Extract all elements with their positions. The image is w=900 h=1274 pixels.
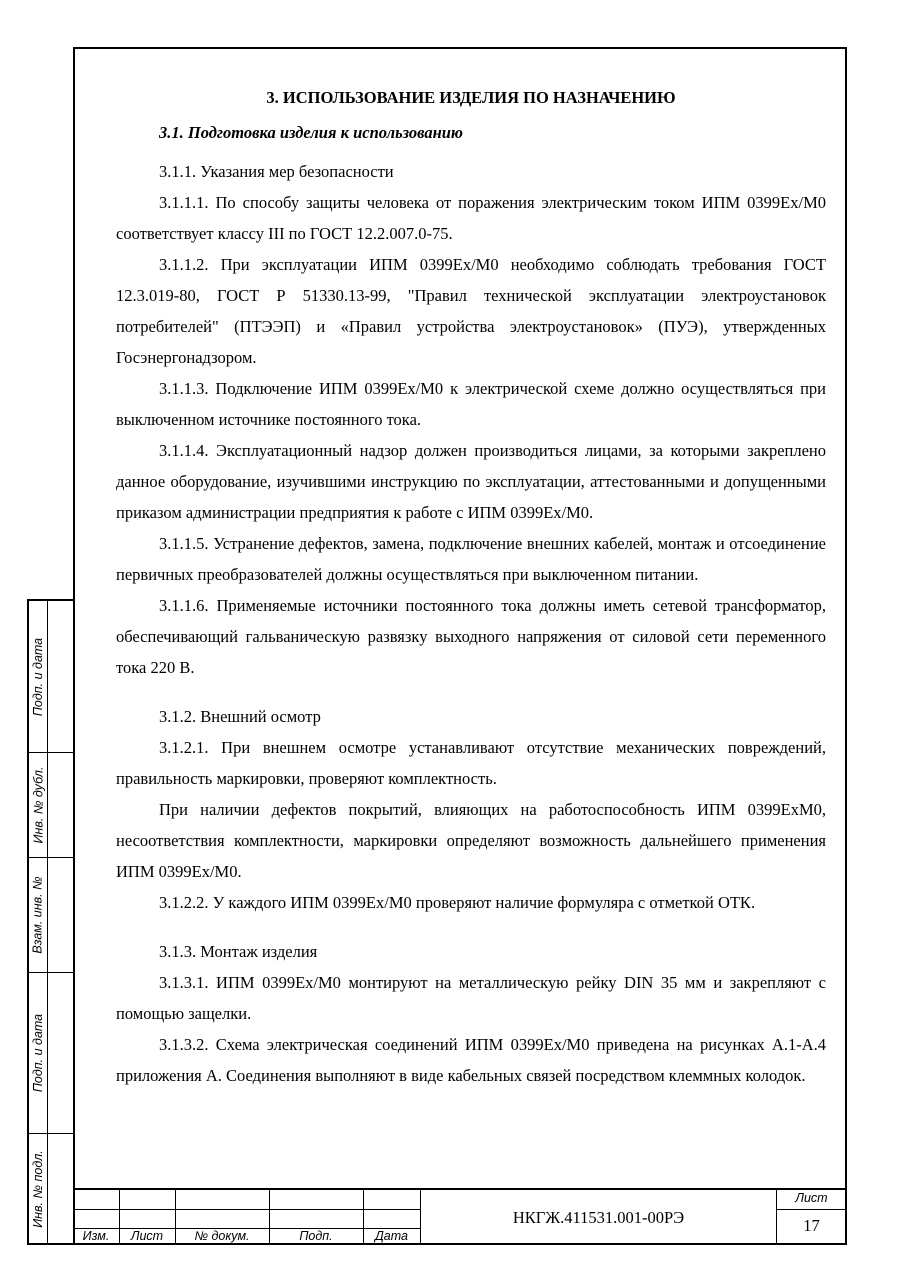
side-stamp bbox=[27, 599, 73, 1245]
header-signature: Подп. bbox=[299, 1229, 333, 1243]
subsection-heading: 3.1. Подготовка изделия к использованию bbox=[159, 123, 463, 142]
subsection-heading: 3.1.3. Монтаж изделия bbox=[159, 942, 318, 961]
side-label-sign-date-2: Подп. и дата bbox=[31, 1013, 46, 1092]
paragraph: 3.1.1.6. Применяемые источники постоянного тока должны иметь сетевой трансформатор, обеспечивающий гальваническую развязку выходного напряжения от силовой сети переменного тока 220 В. bbox=[116, 596, 826, 677]
header-date: Дата bbox=[375, 1229, 408, 1243]
side-label-replace-inv: Взам. инв. № bbox=[31, 875, 46, 954]
paragraph: 3.1.1.3. Подключение ИПМ 0399Ex/M0 к электрической схеме должно осуществляться при выключенном источнике постоянного тока. bbox=[116, 379, 826, 429]
paragraph: 3.1.3.2. Схема электрическая соединений ИПМ 0399Ex/M0 приведена на рисунках А.1-А.4 приложения А. Соединения выполняют в виде кабельных связей посредством клеммных колодок. bbox=[116, 1035, 826, 1085]
paragraph: При наличии дефектов покрытий, влияющих на работоспособность ИПМ 0399ExM0, несоответствия комплектности, маркировки определяют возможность дальнейшего применения ИПМ 0399Ex/M0. bbox=[116, 800, 826, 881]
section-title: 3. ИСПОЛЬЗОВАНИЕ ИЗДЕЛИЯ ПО НАЗНАЧЕНИЮ bbox=[266, 88, 676, 107]
paragraph: 3.1.1.4. Эксплуатационный надзор должен производиться лицами, за которыми закреплено данное оборудование, изучившими инструкцию по эксплуатации, аттестованными и допущенными приказом администрации предприятия к работе с ИПМ 0399Ex/M0. bbox=[116, 441, 826, 522]
header-change: Изм. bbox=[82, 1229, 110, 1243]
subsection-heading: 3.1.2. Внешний осмотр bbox=[159, 707, 321, 726]
paragraph: 3.1.2.1. При внешнем осмотре устанавливают отсутствие механических повреждений, правильность маркировки, проверяют комплектность. bbox=[116, 738, 826, 788]
sheet-label: Лист bbox=[795, 1191, 828, 1205]
side-label-orig-inv: Инв. № подл. bbox=[31, 1150, 46, 1228]
paragraph: 3.1.1.1. По способу защиты человека от поражения электрическим током ИПМ 0399Ex/M0 соответствует классу III по ГОСТ 12.2.007.0-75. bbox=[116, 193, 826, 243]
document-code: НКГЖ.411531.001-00РЭ bbox=[512, 1208, 685, 1227]
paragraph: 3.1.3.1. ИПМ 0399Ex/M0 монтируют на металлическую рейку DIN 35 мм и закрепляют с помощью защелки. bbox=[116, 973, 826, 1023]
paragraph: 3.1.1. Указания мер безопасности bbox=[159, 162, 394, 181]
title-block bbox=[73, 1188, 847, 1245]
paragraph: 3.1.1.5. Устранение дефектов, замена, подключение внешних кабелей, монтаж и отсоединение первичных преобразователей должны осуществляться при выключенном питании. bbox=[116, 534, 826, 584]
paragraph: 3.1.1.2. При эксплуатации ИПМ 0399Ex/M0 необходимо соблюдать требования ГОСТ 12.3.019-80, ГОСТ Р 51330.13-99, "Правил технической эксплуатации электроустановок потребителей" (ПТЭЭП) и «Правил устройства электроустановок» (ПУЭ), утвержденных Госэнергонадзором. bbox=[116, 255, 826, 367]
header-sheet: Лист bbox=[130, 1229, 164, 1243]
paragraph: 3.1.2.2. У каждого ИПМ 0399Ex/M0 проверяют наличие формуляра с отметкой ОТК. bbox=[159, 893, 756, 912]
document-body bbox=[116, 82, 826, 1091]
side-label-dup-inv: Инв. № дубл. bbox=[31, 766, 45, 843]
side-label-sign-date: Подп. и дата bbox=[31, 637, 46, 716]
sheet-number: 17 bbox=[803, 1216, 820, 1235]
header-doc-number: № докум. bbox=[194, 1229, 250, 1243]
